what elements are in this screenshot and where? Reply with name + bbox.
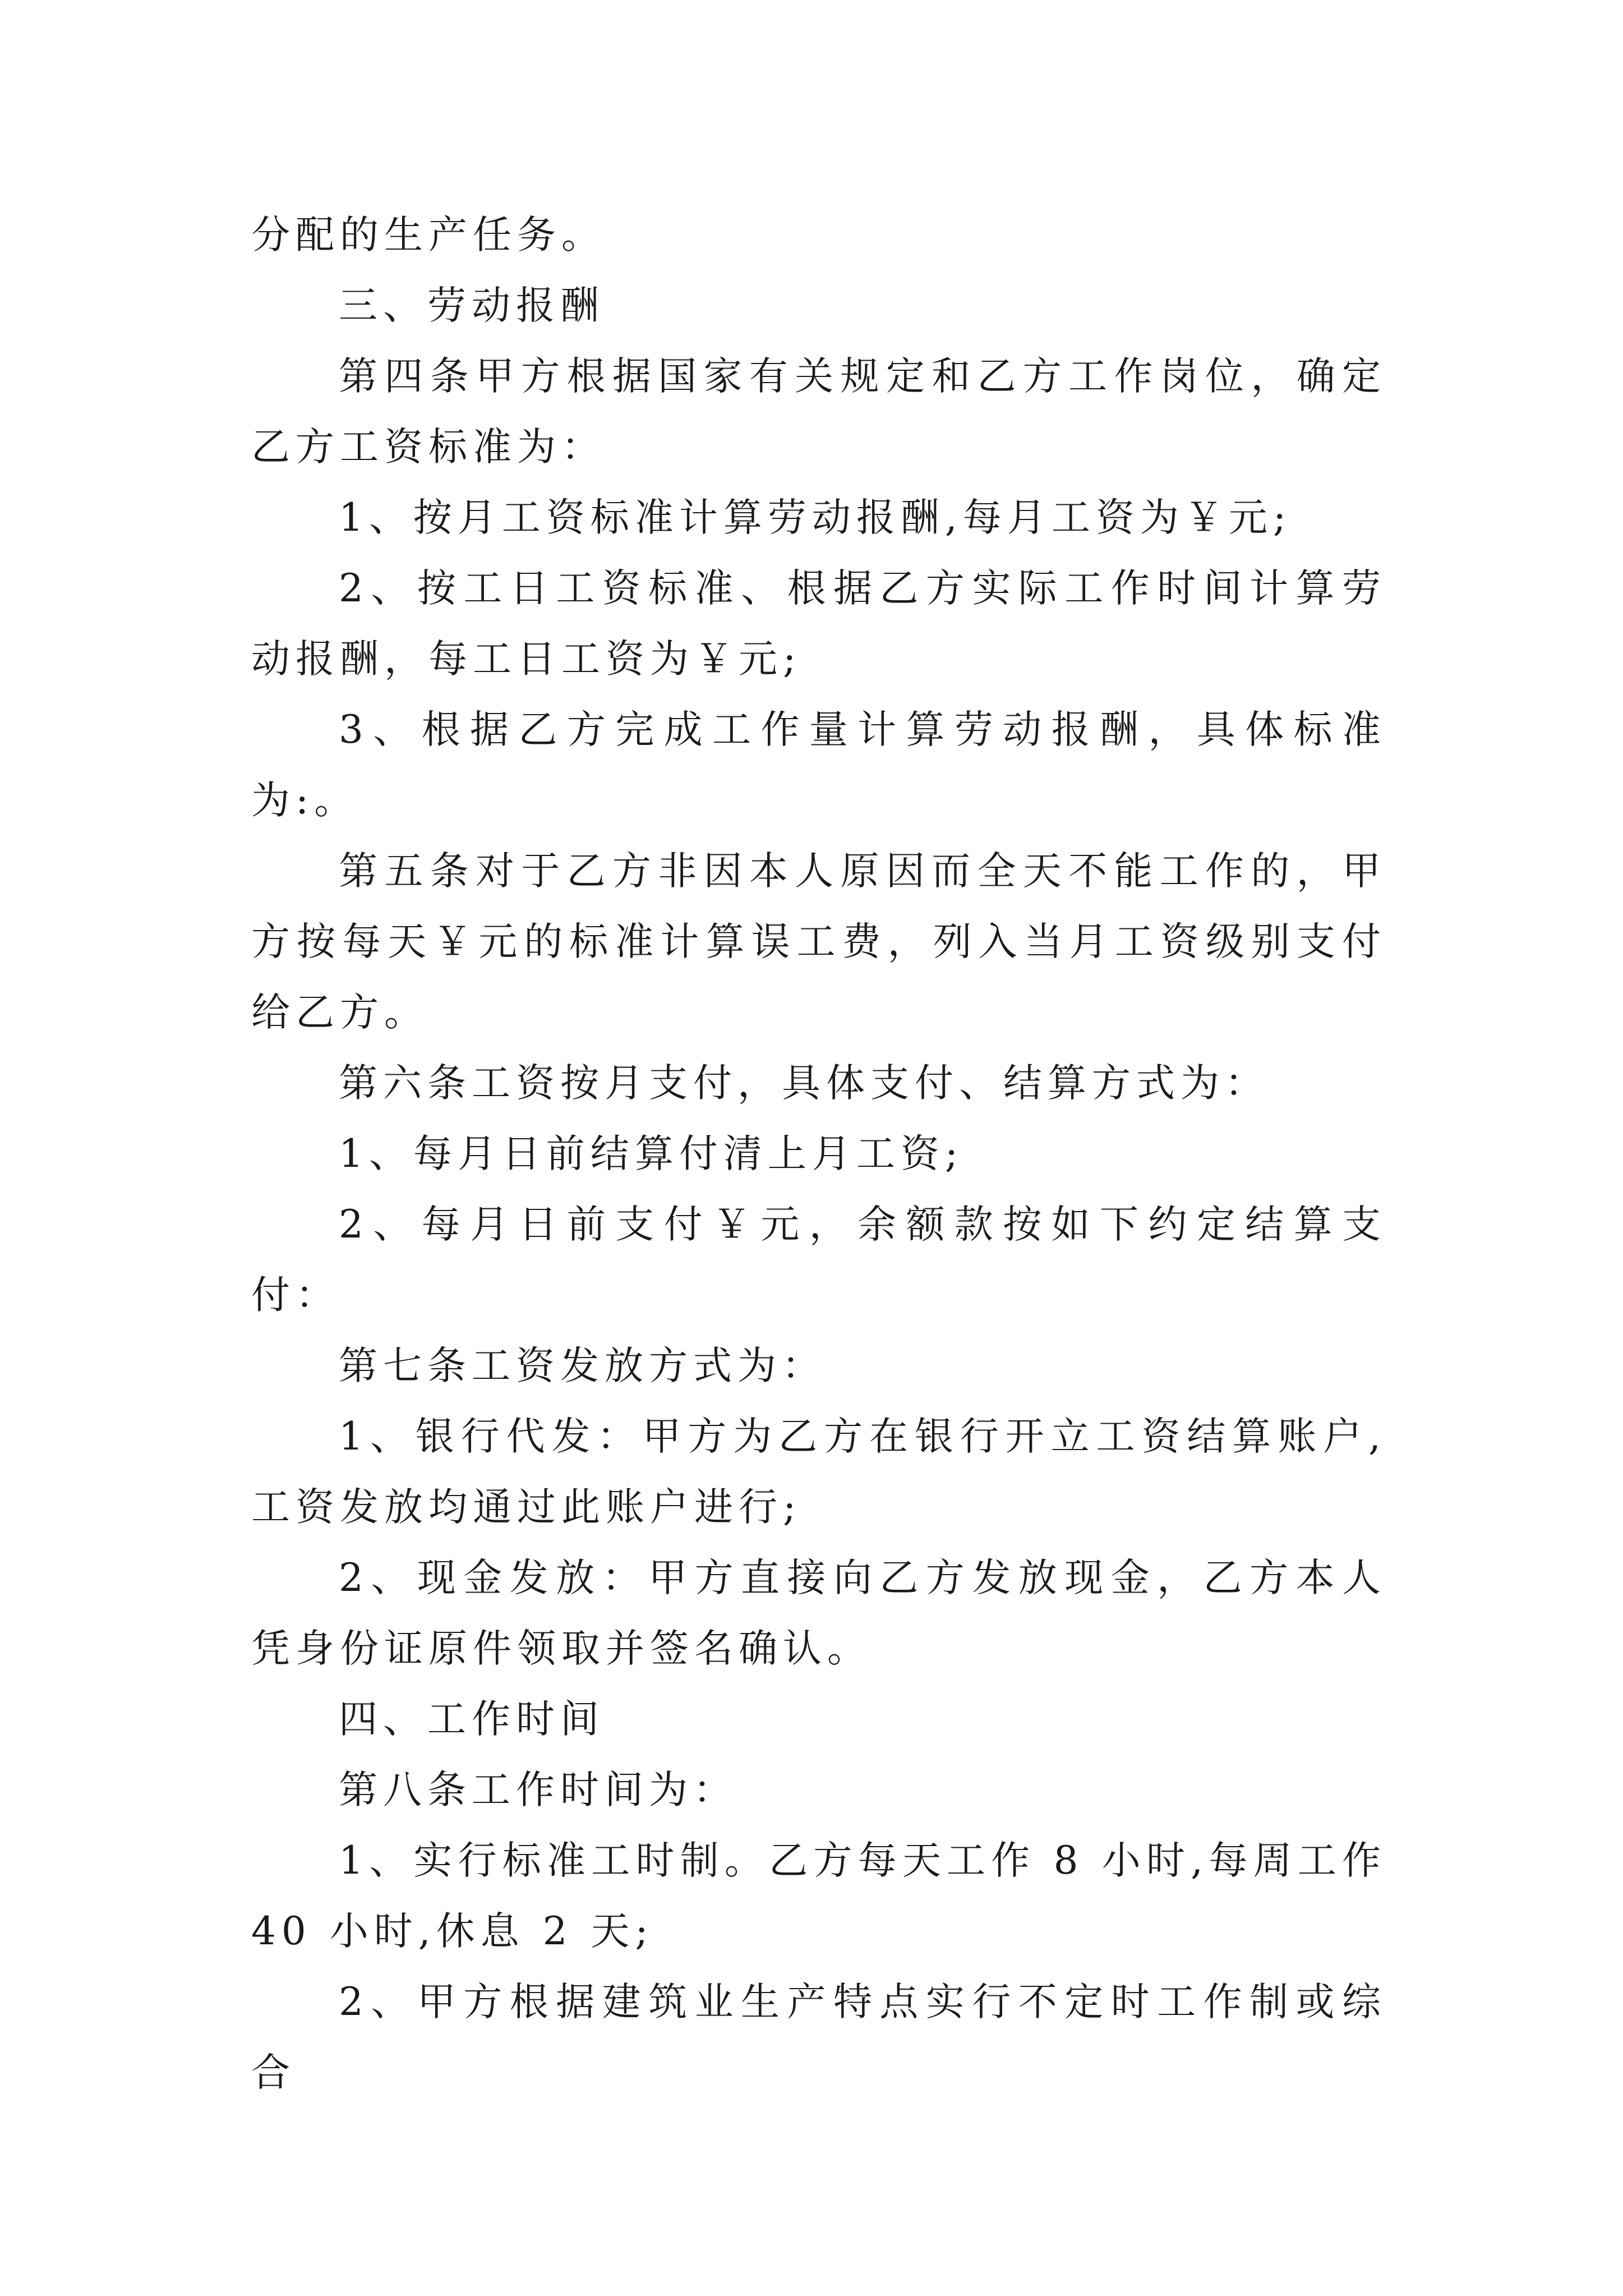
- paragraph: 第七条工资发放方式为：: [339, 1343, 826, 1388]
- section-heading: 三、劳动报酬: [339, 283, 605, 328]
- paragraph: 2、按工日工资标准、根据乙方实际工作时间计算劳动报酬，每工日工资为￥元;: [251, 566, 1386, 682]
- paragraph: 2、现金发放：甲方直接向乙方发放现金，乙方本人凭身份证原件领取并签名确认。: [251, 1556, 1386, 1671]
- paragraph: 3、根据乙方完成工作量计算劳动报酬，具体标准为:。: [251, 707, 1386, 823]
- paragraph: 2、每月日前支付￥元，余额款按如下约定结算支付：: [251, 1202, 1386, 1318]
- paragraph: 1、银行代发：甲方为乙方在银行开立工资结算账户,工资发放均通过此账户进行;: [251, 1414, 1386, 1530]
- paragraph: 1、按月工资标准计算劳动报酬,每月工资为￥元;: [339, 495, 1292, 540]
- paragraph: 分配的生产任务。: [251, 213, 606, 257]
- section-heading: 四、工作时间: [339, 1697, 605, 1742]
- paragraph: 第六条工资按月支付，具体支付、结算方式为：: [339, 1061, 1269, 1106]
- paragraph: 2、甲方根据建筑业生产特点实行不定时工作制或综合: [251, 1980, 1386, 2095]
- paragraph: 第五条对于乙方非因本人原因而全天不能工作的，甲方按每天￥元的标准计算误工费，列入当月工资级别支付给乙方。: [251, 849, 1386, 1035]
- paragraph: 第八条工作时间为：: [339, 1768, 737, 1812]
- paragraph: 1、每月日前结算付清上月工资;: [339, 1131, 964, 1176]
- paragraph: 第四条甲方根据国家有关规定和乙方工作岗位，确定乙方工资标准为：: [251, 354, 1386, 470]
- document-body: [251, 200, 1386, 2108]
- paragraph: 1、实行标准工时制。乙方每天工作 8 小时,每周工作 40 小时,休息 2 天;: [251, 1838, 1386, 1954]
